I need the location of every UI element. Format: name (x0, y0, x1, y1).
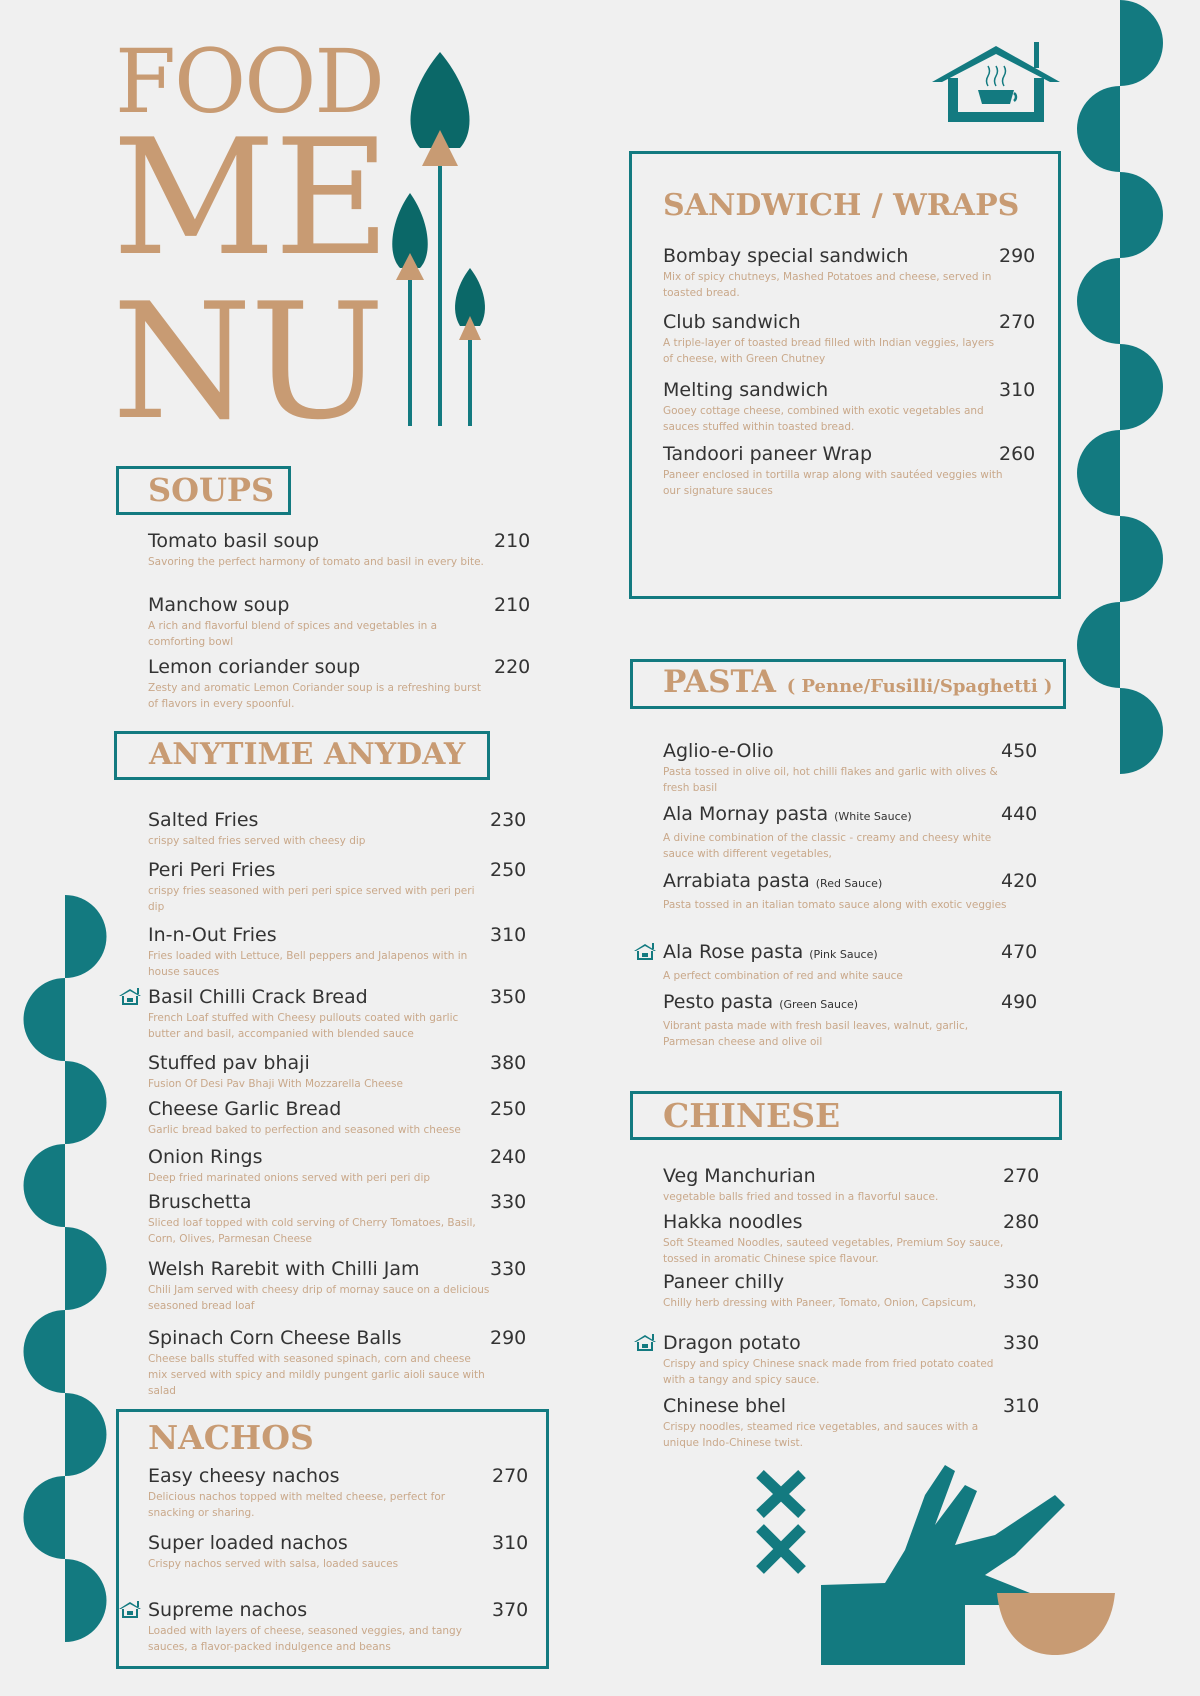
item-name (148, 1145, 530, 1169)
menu-item (148, 1464, 532, 1521)
item-description: Chili Jam served with cheesy drip of mornay sauce on a delicious seasoned bread loaf (148, 1284, 490, 1312)
wave-semicircle (23, 1310, 65, 1393)
menu-item (663, 869, 1041, 913)
item-description: French Loaf stuffed with Cheesy pullouts coated with garlic butter and basil, accompanied with blended sauce (148, 1012, 459, 1040)
item-name-text: Peri Peri Fries (148, 859, 276, 881)
item-price: 370 (492, 1599, 529, 1621)
item-description: Sliced loaf topped with cold serving of Cherry Tomatoes, Basil, Corn, Olives, Parmesan Cheese (148, 1217, 476, 1245)
item-name-text: Bombay special sandwich (663, 245, 909, 267)
right-wave-decoration (1070, 0, 1200, 810)
item-name (148, 655, 534, 679)
item-price: 310 (1003, 1395, 1040, 1417)
wave-semicircle (24, 1144, 65, 1227)
wave-semicircle (1120, 516, 1163, 602)
sandwich-heading: SANDWICH / WRAPS (663, 188, 1020, 223)
item-price: 330 (1003, 1332, 1040, 1354)
item-name (663, 442, 1039, 466)
menu-item (148, 1257, 530, 1314)
hand-with-bowl-illustration (815, 1455, 1125, 1670)
item-price: 450 (1001, 740, 1038, 762)
pasta-heading (663, 664, 1052, 700)
wave-semicircle (65, 1393, 106, 1476)
item-price: 250 (490, 1098, 527, 1120)
item-name (663, 1331, 1043, 1355)
item-sauce: (Pink Sauce) (809, 948, 878, 961)
item-price: 380 (490, 1052, 527, 1074)
wave-semicircle (1077, 602, 1120, 688)
item-name-text: Cheese Garlic Bread (148, 1098, 342, 1120)
wave-semicircle (65, 895, 106, 978)
item-name-text: Aglio-e-Olio (663, 740, 774, 762)
cafe-house-logo-icon (930, 42, 1062, 124)
menu-item (663, 378, 1039, 435)
item-name (148, 1257, 530, 1281)
menu-item (148, 1097, 530, 1138)
item-sauce: (Red Sauce) (815, 877, 883, 890)
wave-semicircle (1120, 688, 1163, 774)
item-name (148, 858, 530, 882)
title-me: ME (112, 104, 389, 291)
wave-semicircle (23, 1476, 65, 1559)
item-price: 250 (490, 859, 527, 881)
wave-semicircle (65, 1559, 107, 1642)
item-name (148, 593, 534, 617)
item-name (148, 1326, 530, 1350)
item-name-text: Tandoori paneer Wrap (663, 443, 873, 465)
item-name-text: Stuffed pav bhaji (148, 1052, 310, 1074)
item-description: Soft Steamed Noodles, sauteed vegetables, Premium Soy sauce, tossed in aromatic Chinese spice flavour. (663, 1237, 1004, 1265)
item-price: 350 (490, 986, 527, 1008)
item-price: 220 (494, 656, 531, 678)
signature-house-icon (118, 988, 142, 1006)
item-name (148, 529, 534, 553)
item-name-text: Ala Mornay pasta (663, 803, 829, 825)
item-description: Savoring the perfect harmony of tomato and basil in every bite. (148, 556, 484, 568)
item-name-text: Super loaded nachos (148, 1532, 348, 1554)
item-name (663, 1394, 1043, 1418)
item-name (663, 1270, 1043, 1294)
item-price: 270 (492, 1465, 529, 1487)
item-description: Crispy nachos served with salsa, loaded sauces (148, 1558, 399, 1570)
item-name-text: Lemon coriander soup (148, 656, 361, 678)
menu-item (148, 1598, 532, 1655)
nachos-heading: NACHOS (148, 1418, 314, 1457)
item-price: 440 (1001, 803, 1038, 825)
menu-item (663, 1210, 1043, 1267)
item-name (148, 985, 530, 1009)
item-price: 210 (494, 594, 531, 616)
menu-item (148, 1190, 530, 1247)
item-description: A rich and flavorful blend of spices and vegetables in a comforting bowl (148, 620, 438, 648)
item-description: Fusion Of Desi Pav Bhaji With Mozzarella Cheese (148, 1078, 403, 1090)
pasta-heading-text: PASTA (663, 664, 776, 700)
item-name-text: In-n-Out Fries (148, 924, 277, 946)
item-price: 270 (1003, 1165, 1040, 1187)
item-description: Garlic bread baked to perfection and seasoned with cheese (148, 1124, 461, 1136)
item-name (663, 310, 1039, 334)
menu-item (148, 593, 534, 650)
item-price: 420 (1001, 870, 1038, 892)
item-description: crispy fries seasoned with peri peri spice served with peri peri dip (148, 885, 475, 913)
anytime-heading: ANYTIME ANYDAY (149, 737, 466, 772)
item-description: Pasta tossed in olive oil, hot chilli flakes and garlic with olives & fresh basil (663, 766, 998, 794)
menu-item (663, 1394, 1043, 1451)
item-description: crispy salted fries served with cheesy dip (148, 835, 366, 847)
item-name (663, 802, 1041, 829)
menu-item (148, 1145, 530, 1186)
item-description: A triple-layer of toasted bread filled with Indian veggies, layers of cheese, with Green Chutney (663, 337, 995, 365)
item-name-text: Club sandwich (663, 311, 801, 333)
item-price: 240 (490, 1146, 527, 1168)
item-name (663, 244, 1039, 268)
signature-house-icon (118, 1601, 142, 1619)
item-price: 270 (999, 311, 1036, 333)
item-name-text: Melting sandwich (663, 379, 829, 401)
item-name-text: Salted Fries (148, 809, 259, 831)
wave-semicircle (1120, 0, 1163, 86)
item-price: 310 (492, 1532, 529, 1554)
item-name-text: Arrabiata pasta (663, 870, 810, 892)
item-description: Pasta tossed in an italian tomato sauce along with exotic veggies (663, 899, 1007, 911)
item-name (663, 990, 1041, 1017)
menu-item (663, 1270, 1043, 1311)
menu-item (663, 739, 1041, 796)
menu-item (663, 802, 1041, 862)
menu-item (148, 923, 530, 980)
item-name-text: Pesto pasta (663, 991, 774, 1013)
menu-item (663, 442, 1039, 499)
item-name-text: Chinese bhel (663, 1395, 787, 1417)
item-name (663, 940, 1041, 967)
item-name (148, 808, 530, 832)
wave-semicircle (1077, 86, 1120, 172)
item-name-text: Hakka noodles (663, 1211, 803, 1233)
item-price: 310 (490, 924, 527, 946)
item-description: Paneer enclosed in tortilla wrap along with sautéed veggies with our signature sauces (663, 469, 1003, 497)
item-name-text: Manchow soup (148, 594, 290, 616)
wave-semicircle (65, 1061, 107, 1144)
item-name (663, 869, 1041, 896)
item-description: Delicious nachos topped with melted cheese, perfect for snacking or sharing. (148, 1491, 446, 1519)
menu-item (148, 1326, 530, 1399)
menu-item (663, 310, 1039, 367)
item-price: 330 (1003, 1271, 1040, 1293)
item-name (148, 1598, 532, 1622)
signature-house-icon (633, 943, 657, 961)
left-wave-decoration (10, 895, 120, 1675)
item-price: 210 (494, 530, 531, 552)
item-name (663, 1164, 1043, 1188)
wave-semicircle (1120, 344, 1163, 430)
wave-semicircle (1077, 258, 1120, 344)
item-description: Crispy and spicy Chinese snack made from fried potato coated with a tangy and spicy sauce. (663, 1358, 994, 1386)
item-description: Vibrant pasta made with fresh basil leaves, walnut, garlic, Parmesan cheese and olive oil (663, 1020, 969, 1048)
signature-house-icon (633, 1334, 657, 1352)
chinese-heading: CHINESE (663, 1096, 841, 1135)
item-price: 260 (999, 443, 1036, 465)
menu-item (663, 990, 1041, 1050)
soups-heading: SOUPS (148, 471, 275, 509)
cross-marks-decoration (756, 1470, 806, 1574)
item-price: 310 (999, 379, 1036, 401)
item-name (148, 1097, 530, 1121)
item-description: Crispy noodles, steamed rice vegetables, and sauces with a unique Indo-Chinese twist. (663, 1421, 979, 1449)
menu-item (663, 940, 1041, 984)
item-name-text: Easy cheesy nachos (148, 1465, 340, 1487)
item-name-text: Basil Chilli Crack Bread (148, 986, 368, 1008)
item-name-text: Supreme nachos (148, 1599, 308, 1621)
item-name-text: Bruschetta (148, 1191, 252, 1213)
item-name (148, 923, 530, 947)
item-name-text: Onion Rings (148, 1146, 263, 1168)
menu-item (663, 244, 1039, 301)
wave-semicircle (1120, 172, 1163, 258)
item-name-text: Welsh Rarebit with Chilli Jam (148, 1258, 420, 1280)
menu-item (148, 808, 530, 849)
title-nu: NU (112, 268, 383, 455)
menu-item (148, 985, 530, 1042)
item-sauce: (Green Sauce) (779, 998, 859, 1011)
item-price: 230 (490, 809, 527, 831)
item-description: Zesty and aromatic Lemon Coriander soup is a refreshing burst of flavors in every spoonful. (148, 682, 482, 710)
leaves-decoration (380, 48, 500, 428)
wave-semicircle (1077, 430, 1120, 516)
item-name-text: Tomato basil soup (148, 530, 320, 552)
item-name-text: Veg Manchurian (663, 1165, 816, 1187)
menu-item (148, 1051, 530, 1092)
menu-item (148, 1531, 532, 1572)
item-price: 330 (490, 1191, 527, 1213)
item-price: 470 (1001, 941, 1038, 963)
item-name (663, 378, 1039, 402)
item-name (148, 1531, 532, 1555)
item-name (663, 739, 1041, 763)
item-description: Mix of spicy chutneys, Mashed Potatoes and cheese, served in toasted bread. (663, 271, 992, 299)
menu-item (663, 1164, 1043, 1205)
item-name-text: Ala Rose pasta (663, 941, 804, 963)
menu-item (148, 655, 534, 712)
item-name (148, 1464, 532, 1488)
item-description: Cheese balls stuffed with seasoned spinach, corn and cheese mix served with spicy and mildly pungent garlic aioli sauce with salad (148, 1353, 485, 1397)
item-description: A perfect combination of red and white sauce (663, 970, 903, 982)
item-name-text: Paneer chilly (663, 1271, 785, 1293)
wave-semicircle (65, 1227, 107, 1310)
item-price: 330 (490, 1258, 527, 1280)
item-description: vegetable balls fried and tossed in a flavorful sauce. (663, 1191, 939, 1203)
item-description: Gooey cottage cheese, combined with exotic vegetables and sauces stuffed within toasted bread. (663, 405, 984, 433)
menu-item (148, 858, 530, 915)
pasta-subheading: ( Penne/Fusilli/Spaghetti ) (786, 676, 1053, 697)
item-name-text: Dragon potato (663, 1332, 801, 1354)
menu-item (148, 529, 534, 570)
item-description: Deep fried marinated onions served with peri peri dip (148, 1172, 431, 1184)
item-name (663, 1210, 1043, 1234)
title-food: FOOD (115, 30, 383, 133)
item-sauce: (White Sauce) (834, 810, 912, 823)
item-description: Fries loaded with Lettuce, Bell peppers and Jalapenos with in house sauces (148, 950, 468, 978)
wave-semicircle (24, 978, 65, 1061)
item-price: 490 (1001, 991, 1038, 1013)
item-name-text: Spinach Corn Cheese Balls (148, 1327, 402, 1349)
item-description: A divine combination of the classic - creamy and cheesy white sauce with different vegetables, (663, 832, 992, 860)
item-price: 280 (1003, 1211, 1040, 1233)
item-description: Chilly herb dressing with Paneer, Tomato, Onion, Capsicum, (663, 1297, 977, 1309)
item-name (148, 1190, 530, 1214)
item-name (148, 1051, 530, 1075)
item-description: Loaded with layers of cheese, seasoned veggies, and tangy sauces, a flavor-packed indulgence and beans (148, 1625, 462, 1653)
menu-item (663, 1331, 1043, 1388)
item-price: 290 (490, 1327, 527, 1349)
item-price: 290 (999, 245, 1036, 267)
